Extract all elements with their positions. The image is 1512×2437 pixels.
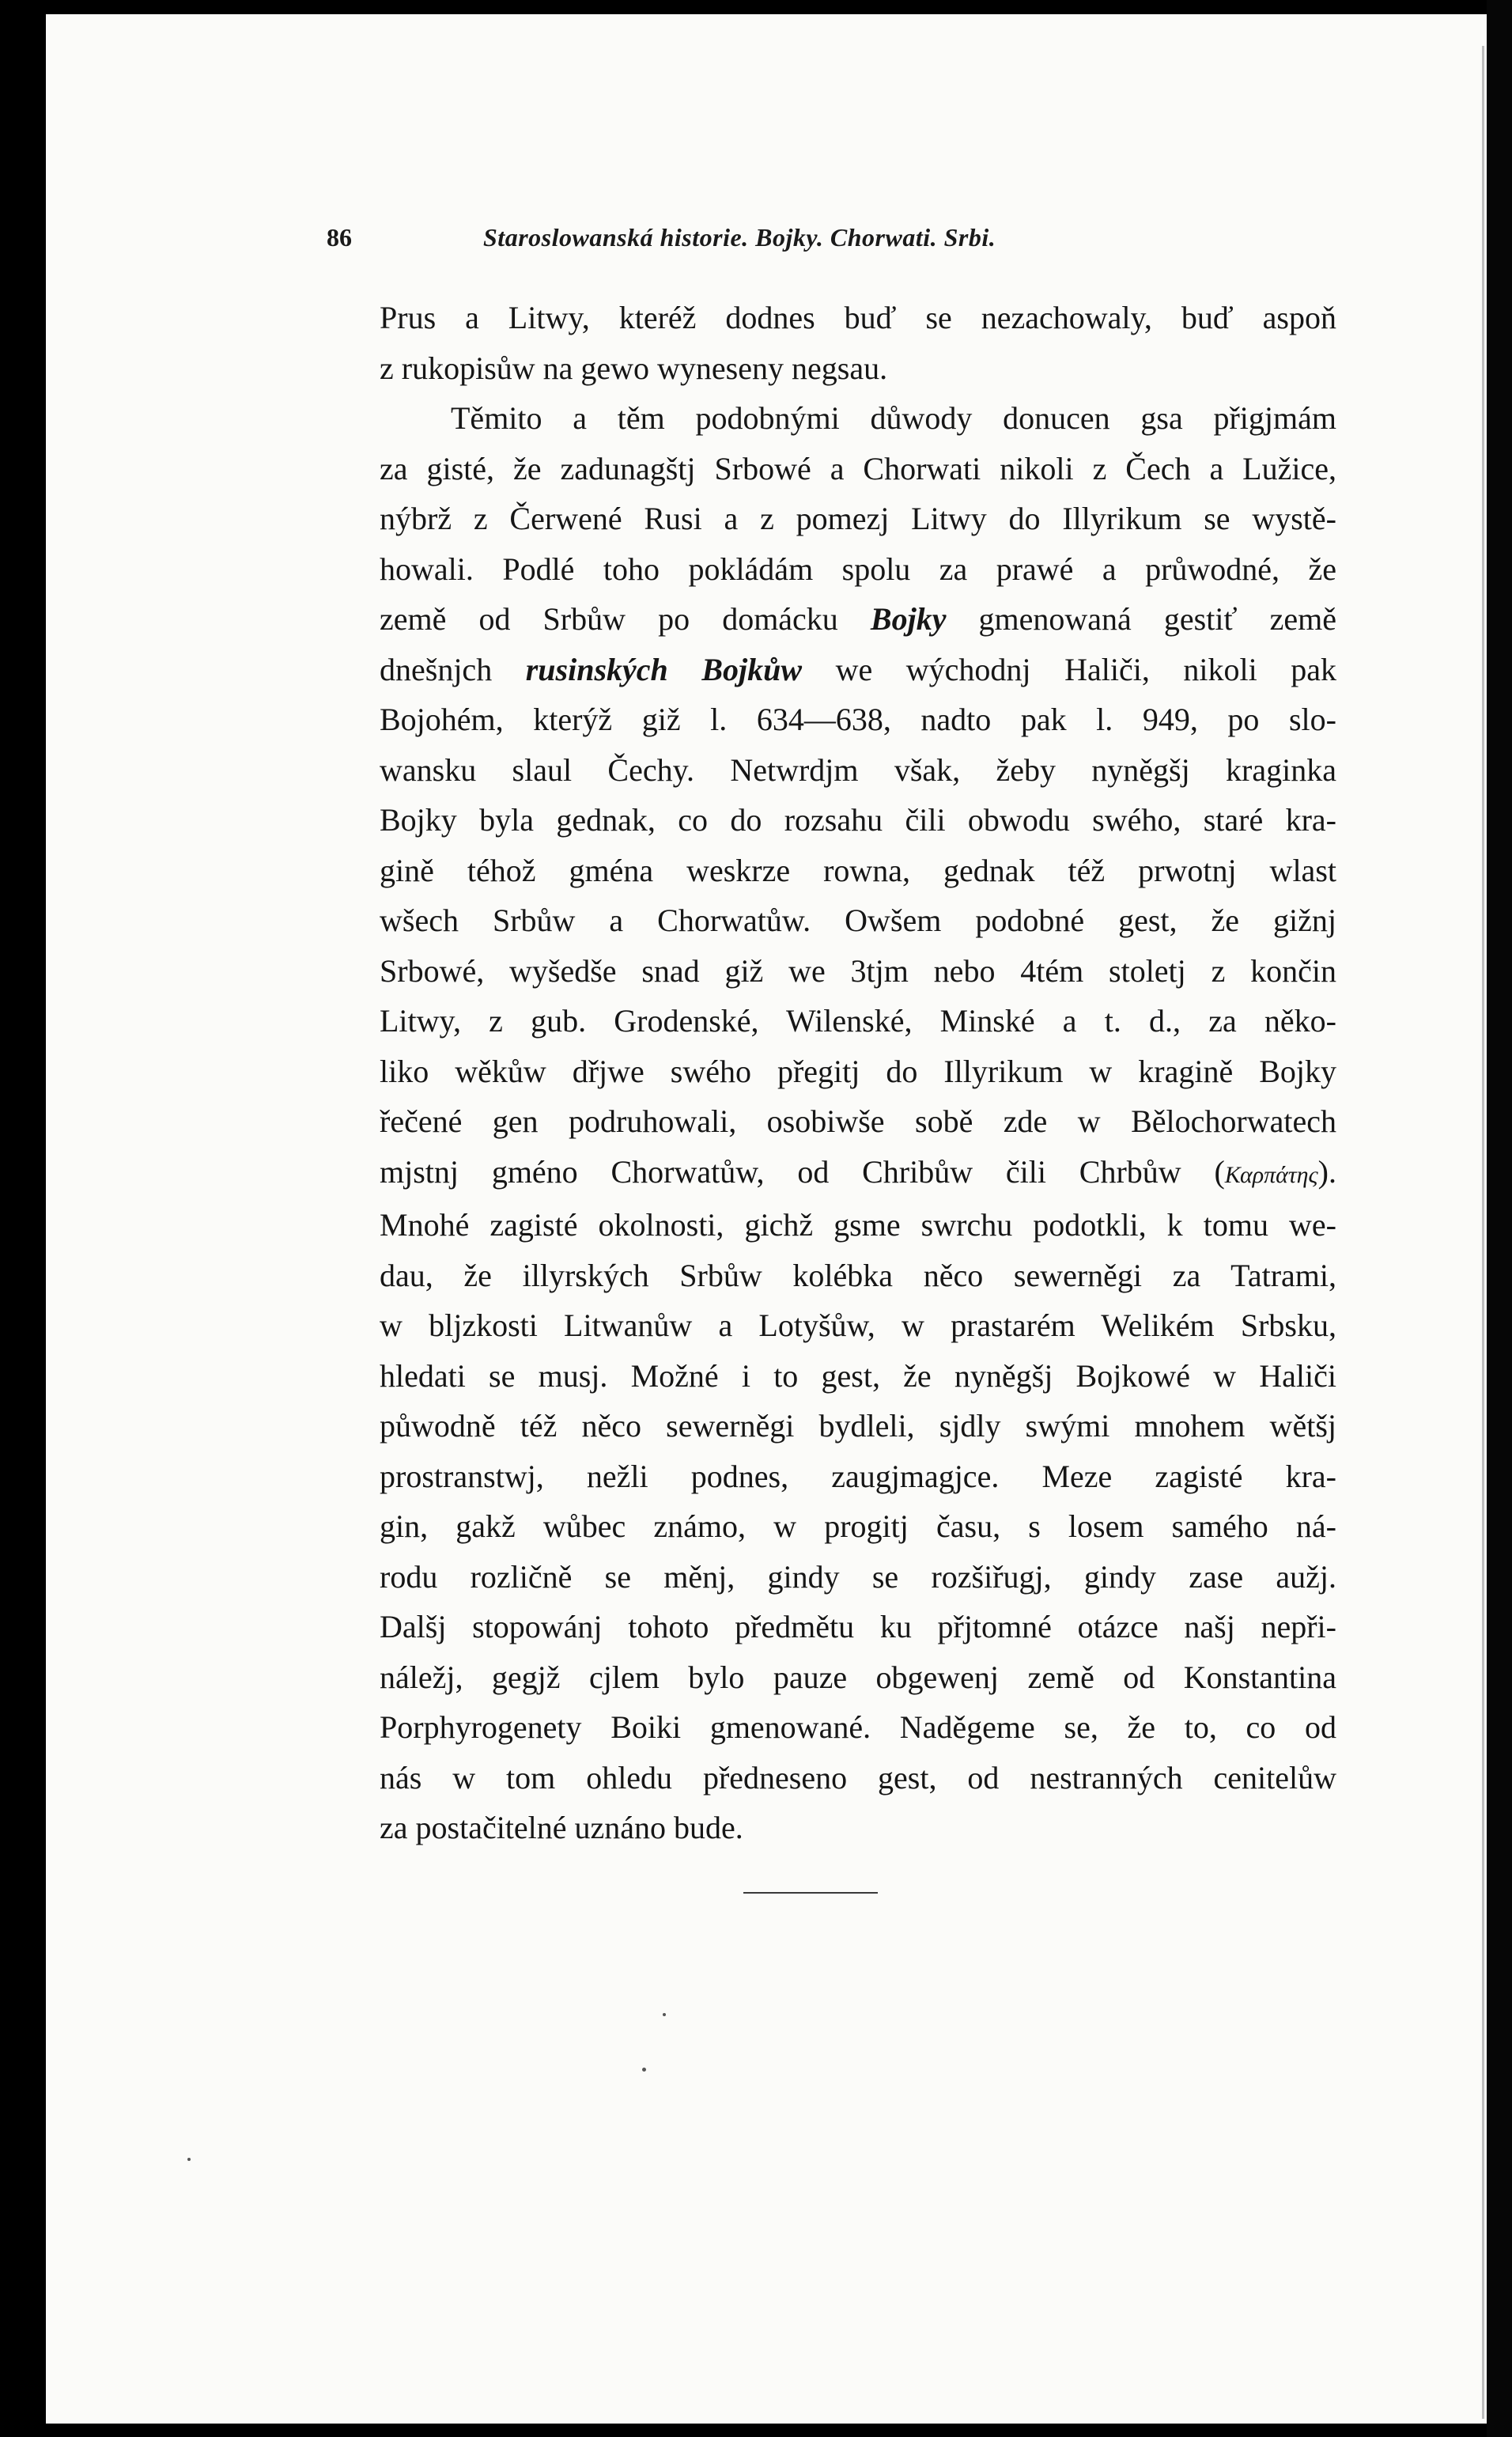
text-segment: hledati se musj. Možné i to gest, že nyněgšj Bojkowé w Haliči: [380, 1357, 1336, 1394]
text-line: [380, 1096, 1336, 1147]
text-segment: řečené gen podruhowali, osobiwše sobě zde w Bělochorwatech: [380, 1103, 1336, 1139]
page-number: 86: [327, 223, 352, 252]
scan-speck: [663, 2013, 666, 2016]
text-segment: dau, že illyrských Srbůw kolébka něco sewerněgi za Tatrami,: [380, 1257, 1336, 1293]
text-segment: nás w tom ohledu předneseno gest, od nestranných cenitelůw: [380, 1759, 1336, 1796]
text-segment: w bljzkosti Litwanůw a Lotyšůw, w prastarém Welikém Srbsku,: [380, 1307, 1336, 1343]
text-segment: ).: [1317, 1153, 1336, 1190]
text-line: [380, 1251, 1336, 1301]
text-line: [380, 694, 1336, 745]
page-header: [327, 223, 1394, 263]
scan-right-border: [1487, 0, 1512, 2437]
text-line: [380, 1046, 1336, 1097]
text-segment: rodu rozličně se měnj, gindy se rozšiřugj, gindy zase aužj.: [380, 1558, 1336, 1595]
text-line: [380, 1602, 1336, 1652]
text-line: [380, 1753, 1336, 1803]
text-segment: gmenowaná gestiť země: [946, 601, 1336, 637]
text-line: [380, 946, 1336, 997]
text-line: [380, 1702, 1336, 1753]
text-line: [380, 1351, 1336, 1402]
text-line: [380, 343, 1336, 394]
emphasized-text: rusinských Bojkůw: [525, 651, 803, 687]
text-segment: wšech Srbůw a Chorwatůw. Owšem podobné gest, že gižnj: [380, 903, 1336, 938]
text-segment: howali. Podlé toho pokládám spolu za prawé a průwodné, že: [380, 551, 1336, 587]
running-title: Staroslowanská historie. Bojky. Chorwati. Srbi.: [483, 223, 996, 252]
body-text: [380, 293, 1336, 1853]
text-segment: liko wěkůw dřjwe swého přegitj do Illyrikum w kragině Bojky: [380, 1053, 1336, 1089]
text-segment: nýbrž z Čerwené Rusi a z pomezj Litwy do Illyrikum se wystě-: [380, 501, 1336, 536]
text-line: [380, 1803, 1336, 1853]
text-line: [380, 1501, 1336, 1552]
text-segment: náležj, gegjž cjlem bylo pauze obgewenj země od Konstantina: [380, 1659, 1336, 1695]
text-segment: Dalšj stopowánj tohoto předmětu ku přjtomné otázce našj nepři-: [380, 1609, 1336, 1644]
text-line: [380, 544, 1336, 595]
text-segment: Litwy, z gub. Grodenské, Wilenské, Minské a t. d., za něko-: [380, 1003, 1336, 1039]
text-line: [380, 895, 1336, 946]
text-line: [380, 594, 1336, 645]
text-line: [380, 645, 1336, 695]
text-segment: gině téhož gména weskrze rowna, gednak též prwotnj wlast: [380, 852, 1336, 888]
text-line: [380, 1451, 1336, 1502]
text-segment: prostranstwj, nežli podnes, zaugjmagjce. Meze zagisté kra-: [380, 1458, 1336, 1494]
closing-rule: [743, 1892, 878, 1894]
text-line: [380, 1552, 1336, 1603]
text-line: [380, 1300, 1336, 1351]
text-segment: za postačitelné uznáno bude.: [380, 1810, 743, 1845]
text-line: [380, 745, 1336, 796]
text-segment: mjstnj gméno Chorwatůw, od Chribůw čili Chrbůw (: [380, 1153, 1225, 1190]
page-edge-line: [1482, 46, 1484, 2419]
text-segment: we wýchodnj Haliči, nikoli pak: [802, 651, 1336, 687]
scan-speck: [187, 2158, 191, 2161]
text-line: [380, 1652, 1336, 1703]
text-segment: za gisté, že zadunagštj Srbowé a Chorwati nikoli z Čech a Lužice,: [380, 450, 1336, 486]
text-segment: půwodně též něco sewerněgi bydleli, sjdly swými mnohem wětšj: [380, 1408, 1336, 1444]
text-segment: Prus a Litwy, kteréž dodnes buď se nezachowaly, buď aspoň: [380, 300, 1336, 335]
text-segment: Srbowé, wyšedše snad giž we 3tjm nebo 4tém stoletj z končin: [380, 952, 1336, 989]
text-line: [380, 1200, 1336, 1251]
text-segment: Bojky byla gednak, co do rozsahu čili obwodu swého, staré kra-: [380, 802, 1336, 838]
text-segment: z rukopisůw na gewo wyneseny negsau.: [380, 350, 888, 386]
text-segment: gin, gakž wůbec známo, w progitj času, s losem samého ná-: [380, 1508, 1336, 1544]
text-line: [380, 846, 1336, 896]
text-line: [380, 393, 1336, 444]
text-segment: země od Srbůw po domácku: [380, 601, 871, 637]
text-line: [380, 996, 1336, 1046]
text-line: [380, 1147, 1336, 1201]
text-line: [380, 293, 1336, 343]
greek-text: Καρπάτης: [1224, 1161, 1318, 1188]
text-segment: Mnohé zagisté okolnosti, gichž gsme swrchu podotkli, k tomu we-: [380, 1207, 1336, 1243]
text-segment: Těmito a těm podobnými důwody donucen gsa přigjmám: [451, 400, 1336, 436]
text-segment: dnešnjch: [380, 651, 526, 687]
text-line: [380, 1401, 1336, 1451]
emphasized-text: Bojky: [870, 601, 947, 637]
text-segment: wansku slaul Čechy. Netwrdjm však, žeby nyněgšj kraginka: [380, 751, 1336, 788]
text-line: [380, 444, 1336, 494]
text-segment: Bojohém, kterýž giž l. 634—638, nadto pak l. 949, po slo-: [380, 702, 1336, 737]
scan-speck: [642, 2068, 646, 2072]
text-segment: Porphyrogenety Boiki gmenowané. Naděgeme se, že to, co od: [380, 1709, 1336, 1745]
text-line: [380, 494, 1336, 544]
text-line: [380, 795, 1336, 846]
